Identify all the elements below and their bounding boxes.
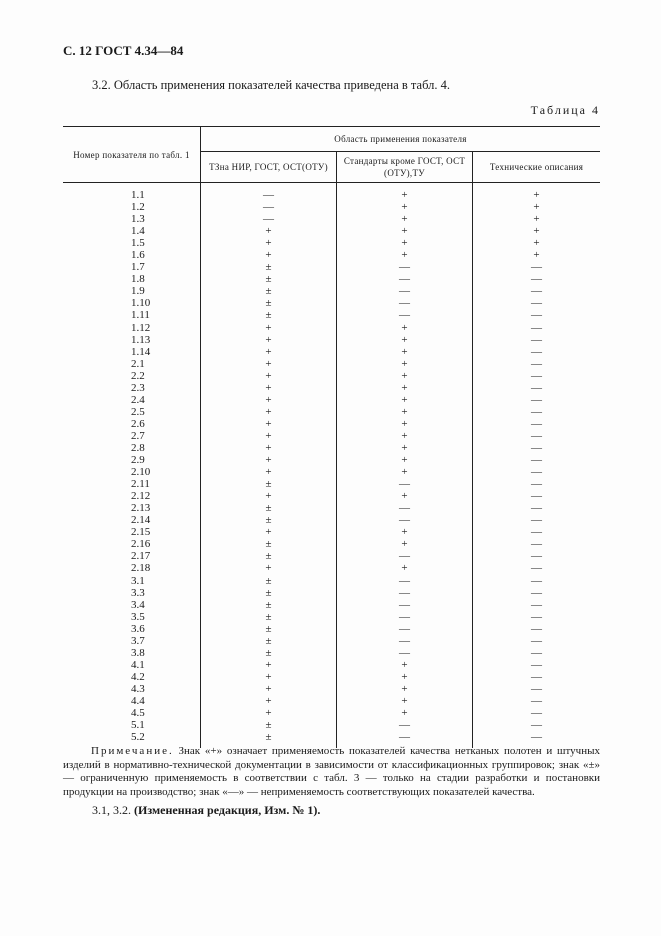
row-number: 4.4	[63, 695, 201, 707]
cell-standards: —	[337, 587, 473, 599]
table-row	[63, 623, 600, 635]
table-row	[63, 442, 600, 454]
cell-tz: ±	[201, 514, 337, 526]
cell-tech-desc: —	[531, 562, 542, 575]
table-row	[63, 261, 600, 273]
cell-tz: +	[201, 526, 337, 538]
cell-standards: +	[337, 442, 473, 454]
table-row	[63, 382, 600, 394]
cell-standards: —	[337, 550, 473, 562]
table-row	[63, 550, 600, 562]
row-number: 1.9	[63, 285, 201, 297]
cell-tech-desc: —	[531, 598, 542, 611]
table-row	[63, 454, 600, 466]
row-number: 2.4	[63, 394, 201, 406]
table-caption: Таблица 4	[530, 103, 600, 117]
table-row	[63, 695, 600, 707]
table-row	[63, 285, 600, 297]
table-row	[63, 575, 600, 587]
row-number: 2.10	[63, 466, 201, 478]
cell-standards: +	[337, 370, 473, 382]
cell-standards: +	[337, 334, 473, 346]
cell-tz: +	[201, 370, 337, 382]
table-row	[63, 201, 600, 213]
cell-tz: ±	[201, 550, 337, 562]
cell-standards: +	[337, 538, 473, 550]
cell-tech-desc: —	[531, 381, 542, 394]
cell-tz: ±	[201, 647, 337, 659]
cell-standards: +	[337, 358, 473, 370]
cell-tz: +	[201, 659, 337, 671]
cell-standards: —	[337, 635, 473, 647]
cell-tz: +	[201, 707, 337, 719]
column-header-tz: ТЗна НИР, ГОСТ, ОСТ(ОТУ)	[201, 152, 337, 183]
cell-standards: +	[337, 454, 473, 466]
cell-tz: +	[201, 442, 337, 454]
cell-standards: +	[337, 707, 473, 719]
table-row	[63, 562, 600, 574]
cell-tech-desc: —	[531, 466, 542, 479]
table-row	[63, 346, 600, 358]
table-row	[63, 249, 600, 261]
table-note	[63, 745, 600, 799]
cell-standards: —	[337, 309, 473, 321]
cell-tech-desc: —	[531, 586, 542, 599]
row-number: 1.11	[63, 309, 201, 321]
cell-tz: ±	[201, 273, 337, 285]
row-number: 3.6	[63, 623, 201, 635]
row-number: 1.7	[63, 261, 201, 273]
cell-tz: ±	[201, 309, 337, 321]
cell-tz: +	[201, 346, 337, 358]
note-label: Примечание.	[91, 745, 174, 757]
cell-tz: +	[201, 454, 337, 466]
cell-tech-desc: —	[531, 538, 542, 551]
cell-standards: +	[337, 249, 473, 261]
cell-tz: ±	[201, 478, 337, 490]
cell-tz: +	[201, 418, 337, 430]
cell-tech-desc: —	[531, 345, 542, 358]
cell-standards: +	[337, 490, 473, 502]
page-header: С. 12 ГОСТ 4.34—84	[63, 43, 184, 58]
cell-tech-desc: —	[531, 694, 542, 707]
cell-standards: —	[337, 285, 473, 297]
row-number: 2.11	[63, 478, 201, 490]
cell-tz: ±	[201, 502, 337, 514]
row-number: 1.6	[63, 249, 201, 261]
cell-tz: +	[201, 322, 337, 334]
cell-tech-desc: —	[531, 357, 542, 370]
table-row	[63, 538, 600, 550]
row-number: 1.13	[63, 334, 201, 346]
cell-tech-desc: +	[533, 237, 540, 250]
cell-tech-desc: —	[531, 707, 542, 720]
group-header: Область применения показателя	[201, 127, 601, 152]
cell-tech-desc: —	[531, 670, 542, 683]
row-number: 1.3	[63, 213, 201, 225]
row-number: 3.1	[63, 575, 201, 587]
cell-standards: +	[337, 213, 473, 225]
table-row	[63, 478, 600, 490]
cell-standards: +	[337, 382, 473, 394]
cell-tz: ±	[201, 285, 337, 297]
table-row	[63, 599, 600, 611]
row-number: 1.4	[63, 225, 201, 237]
cell-standards: +	[337, 225, 473, 237]
table-body	[63, 183, 600, 749]
table-row	[63, 659, 600, 671]
cell-standards: +	[337, 406, 473, 418]
cell-standards: —	[337, 575, 473, 587]
note-text: Знак «+» означает применяемость показателей качества нетканых полотен и штучных изделий в нормативно-технической документации в зависимости от классификационных группировок; знак «±» — ограниченную применяемость в соответствии с табл. 3 — только на стадии разработки и постановки продукции на производство; знак «—» — неприменяемость соответствующих показателей качества.	[63, 745, 600, 798]
cell-tz: +	[201, 671, 337, 683]
cell-tech-desc: —	[531, 610, 542, 623]
cell-tech-desc: —	[531, 502, 542, 515]
cell-standards: —	[337, 273, 473, 285]
row-number: 2.1	[63, 358, 201, 370]
cell-standards: —	[337, 611, 473, 623]
cell-tech-desc: —	[531, 514, 542, 527]
cell-tech-desc: +	[533, 201, 540, 214]
row-header: Номер показателя по табл. 1	[63, 127, 201, 183]
cell-tz: +	[201, 695, 337, 707]
cell-standards: +	[337, 526, 473, 538]
cell-tech-desc: —	[531, 261, 542, 274]
cell-standards: +	[337, 695, 473, 707]
applicability-table	[63, 126, 600, 748]
cell-tech-desc: —	[531, 490, 542, 503]
cell-tz: —	[201, 201, 337, 213]
cell-tech-desc: —	[531, 454, 542, 467]
cell-tech-desc: —	[531, 622, 542, 635]
row-number: 1.2	[63, 201, 201, 213]
row-number: 1.1	[63, 183, 201, 202]
row-number: 2.16	[63, 538, 201, 550]
cell-standards: —	[337, 647, 473, 659]
cell-tech-desc: —	[531, 731, 542, 744]
row-number: 2.6	[63, 418, 201, 430]
table-row	[63, 719, 600, 731]
cell-tech-desc: —	[531, 550, 542, 563]
cell-tz: +	[201, 334, 337, 346]
cell-tz: +	[201, 490, 337, 502]
table-row	[63, 514, 600, 526]
table-row	[63, 587, 600, 599]
cell-standards: —	[337, 502, 473, 514]
cell-tz: +	[201, 683, 337, 695]
table-row	[63, 309, 600, 321]
row-number: 4.5	[63, 707, 201, 719]
table-row	[63, 297, 600, 309]
cell-tz: +	[201, 358, 337, 370]
intro-paragraph: 3.2. Область применения показателей качества приведена в табл. 4.	[92, 78, 451, 92]
amendment-line	[92, 803, 320, 818]
cell-standards: —	[337, 478, 473, 490]
row-number: 1.12	[63, 322, 201, 334]
cell-standards: +	[337, 394, 473, 406]
row-number: 4.1	[63, 659, 201, 671]
cell-standards: +	[337, 659, 473, 671]
cell-standards: +	[337, 346, 473, 358]
row-number: 2.7	[63, 430, 201, 442]
cell-tech-desc: —	[531, 719, 542, 732]
table-row	[63, 406, 600, 418]
cell-tech-desc: +	[533, 225, 540, 238]
table-row	[63, 466, 600, 478]
cell-standards: +	[337, 183, 473, 202]
row-number: 2.14	[63, 514, 201, 526]
column-header-standards: Стандарты кроме ГОСТ, ОСТ (ОТУ),ТУ	[337, 152, 473, 183]
cell-tech-desc: —	[531, 574, 542, 587]
cell-standards: +	[337, 562, 473, 574]
cell-standards: +	[337, 201, 473, 213]
cell-standards: +	[337, 466, 473, 478]
row-number: 1.14	[63, 346, 201, 358]
row-number: 2.15	[63, 526, 201, 538]
cell-tech-desc: +	[533, 213, 540, 226]
cell-tz: +	[201, 406, 337, 418]
cell-tech-desc: —	[531, 442, 542, 454]
table-row	[63, 225, 600, 237]
cell-standards: +	[337, 237, 473, 249]
cell-tz: —	[201, 183, 337, 202]
cell-tz: ±	[201, 297, 337, 309]
cell-standards: —	[337, 599, 473, 611]
cell-tech-desc: —	[531, 405, 542, 418]
row-number: 1.10	[63, 297, 201, 309]
cell-standards: —	[337, 261, 473, 273]
cell-tech-desc: —	[531, 333, 542, 346]
cell-tz: +	[201, 382, 337, 394]
row-number: 1.8	[63, 273, 201, 285]
row-number: 1.5	[63, 237, 201, 249]
cell-tech-desc: —	[531, 417, 542, 430]
cell-standards: —	[337, 731, 473, 748]
row-number: 5.1	[63, 719, 201, 731]
cell-tz: ±	[201, 611, 337, 623]
cell-tz: +	[201, 562, 337, 574]
row-number: 2.9	[63, 454, 201, 466]
table-row	[63, 635, 600, 647]
row-number: 4.3	[63, 683, 201, 695]
cell-tech-desc: —	[531, 309, 542, 322]
row-number: 3.5	[63, 611, 201, 623]
row-number: 2.3	[63, 382, 201, 394]
table-row	[63, 671, 600, 683]
cell-standards: +	[337, 418, 473, 430]
cell-tech-desc: +	[533, 249, 540, 262]
table-row	[63, 334, 600, 346]
amendment-bold: (Измененная редакция, Изм. № 1).	[134, 803, 321, 817]
table-row	[63, 683, 600, 695]
table-row	[63, 611, 600, 623]
row-number: 3.3	[63, 587, 201, 599]
cell-standards: —	[337, 297, 473, 309]
table-row	[63, 394, 600, 406]
row-number: 2.18	[63, 562, 201, 574]
row-number: 2.12	[63, 490, 201, 502]
table-row	[63, 418, 600, 430]
cell-tech-desc: —	[531, 429, 542, 442]
cell-tz: ±	[201, 731, 337, 748]
row-number: 3.8	[63, 647, 201, 659]
cell-tech-desc: —	[531, 682, 542, 695]
cell-tz: ±	[201, 575, 337, 587]
cell-tech-desc: —	[531, 321, 542, 334]
row-number: 5.2	[63, 731, 201, 748]
cell-tech-desc: —	[531, 369, 542, 382]
row-number: 3.4	[63, 599, 201, 611]
table-row	[63, 490, 600, 502]
table-row	[63, 526, 600, 538]
row-number: 2.5	[63, 406, 201, 418]
cell-tz: +	[201, 430, 337, 442]
cell-tech-desc: —	[531, 393, 542, 406]
cell-tz: ±	[201, 599, 337, 611]
cell-tz: ±	[201, 635, 337, 647]
cell-tz: ±	[201, 261, 337, 273]
cell-tech-desc: —	[531, 285, 542, 298]
row-number: 2.2	[63, 370, 201, 382]
cell-tech-desc: +	[533, 189, 540, 202]
cell-tz: +	[201, 394, 337, 406]
row-number: 2.8	[63, 442, 201, 454]
table-row	[63, 273, 600, 285]
row-number: 4.2	[63, 671, 201, 683]
table-row	[63, 647, 600, 659]
table-row	[63, 183, 600, 202]
cell-tz: +	[201, 225, 337, 237]
row-number: 2.17	[63, 550, 201, 562]
cell-standards: —	[337, 514, 473, 526]
cell-tech-desc: —	[531, 297, 542, 310]
cell-tech-desc: —	[531, 526, 542, 539]
cell-standards: +	[337, 671, 473, 683]
table-row	[63, 430, 600, 442]
cell-tz: —	[201, 213, 337, 225]
cell-standards: +	[337, 683, 473, 695]
table-row	[63, 370, 600, 382]
amendment-prefix: 3.1, 3.2.	[92, 803, 131, 817]
cell-tech-desc: —	[531, 478, 542, 491]
cell-tz: ±	[201, 623, 337, 635]
cell-tech-desc: —	[531, 658, 542, 671]
cell-tech-desc: —	[531, 634, 542, 647]
cell-tz: +	[201, 237, 337, 249]
cell-standards: +	[337, 322, 473, 334]
cell-standards: —	[337, 623, 473, 635]
cell-tz: ±	[201, 719, 337, 731]
cell-tech-desc: —	[531, 646, 542, 659]
cell-tz: ±	[201, 538, 337, 550]
row-number: 2.13	[63, 502, 201, 514]
table-row	[63, 358, 600, 370]
cell-tz: +	[201, 466, 337, 478]
cell-standards: +	[337, 430, 473, 442]
table-row	[63, 322, 600, 334]
table-row	[63, 502, 600, 514]
cell-tz: +	[201, 249, 337, 261]
table-row	[63, 213, 600, 225]
row-number: 3.7	[63, 635, 201, 647]
table-row	[63, 707, 600, 719]
cell-standards: —	[337, 719, 473, 731]
column-header-tech-desc: Технические описания	[473, 152, 601, 183]
table-row	[63, 237, 600, 249]
cell-tech-desc: —	[531, 273, 542, 286]
cell-tz: ±	[201, 587, 337, 599]
